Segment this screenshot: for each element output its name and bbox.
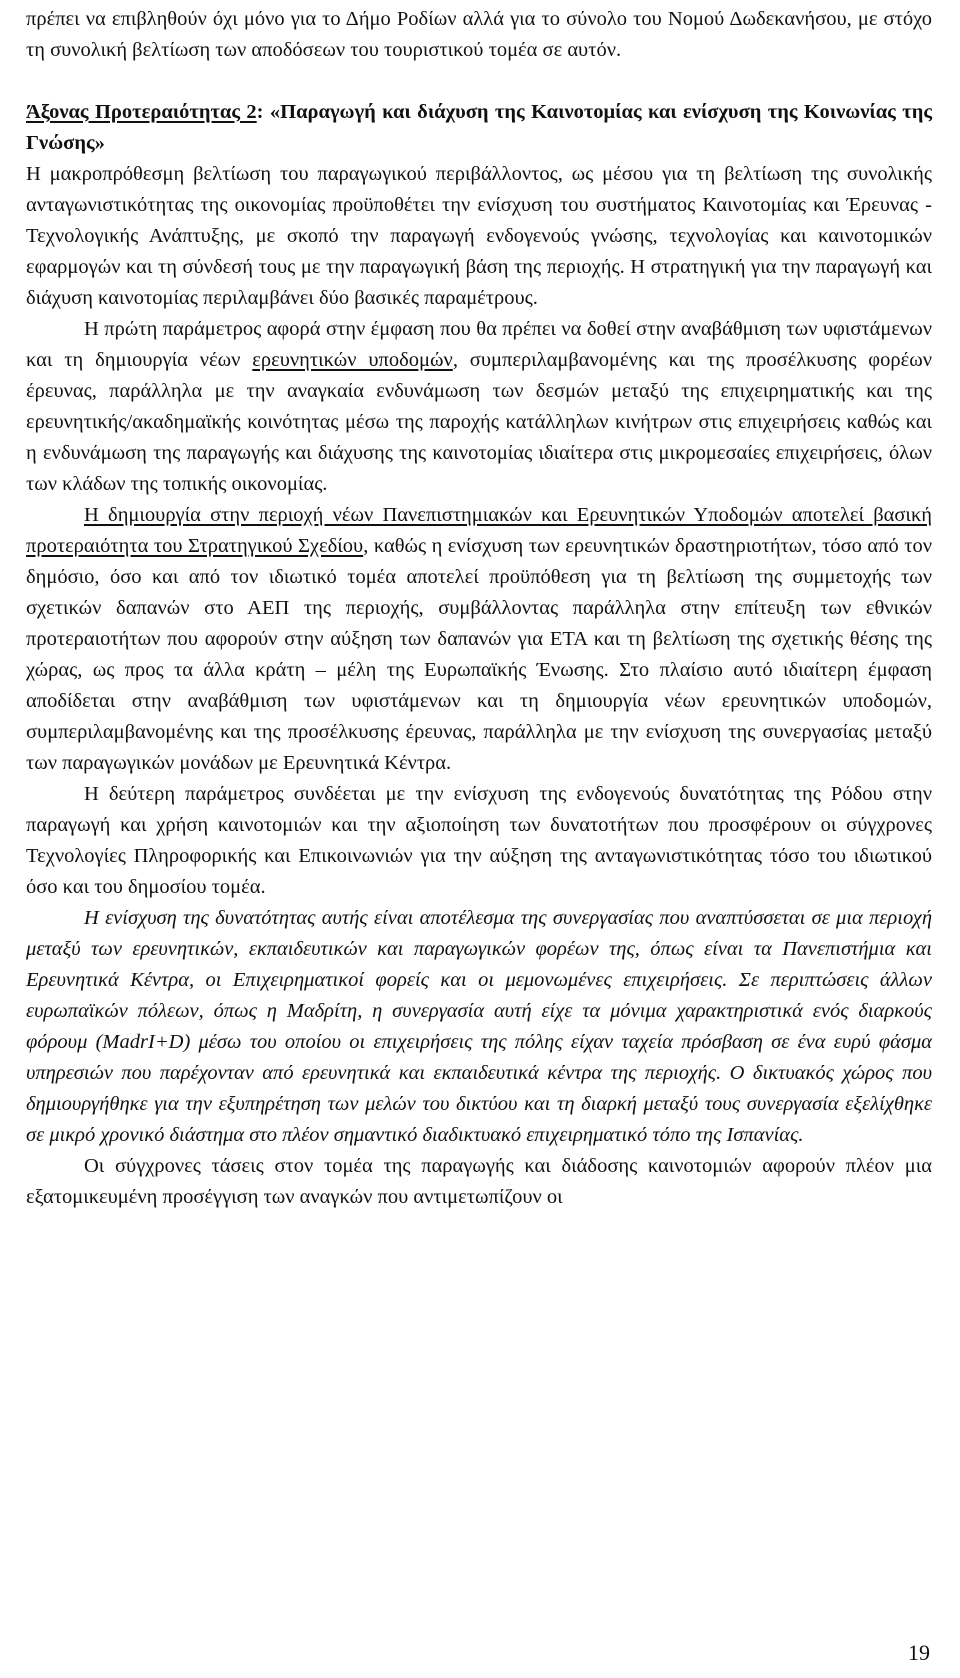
paragraph-2-text-before: Η πρώτη παράμετρος αφορά στην έμφαση που θα πρέπει να δοθεί στην αναβάθμιση των υφιστάμενων και τη δημιουργία νέων xyxy=(26,318,932,371)
paragraph-2-underlined: ερευνητικών υποδομών xyxy=(252,349,453,371)
paragraph-5: Η ενίσχυση της δυνατότητας αυτής είναι αποτέλεσμα της συνεργασίας που αναπτύσσεται σε μια περιοχή μεταξύ των ερευνητικών, εκπαιδευτικών και παραγωγικών φορέων της, όπως είναι τα Πανεπιστήμια και Ερευνητικά Κέντρα, οι Επιχειρηματικοί φορείς και οι μεμονωμένες επιχειρήσεις. Σε περιπτώσεις άλλων ευρωπαϊκών πόλεων, όπως η Μαδρίτη, η συνεργασία αυτή είχε τα μόνιμα χαρακτηριστικά ενός διαρκούς φόρουμ (MadrI+D) μέσω του οποίου οι επιχειρήσεις της πόλης είχαν ταχεία πρόσβαση σε ένα ευρύ φάσμα υπηρεσιών που παρέχονταν από ερευνητικά και εκπαιδευτικά κέντρα της περιοχής. Ο δικτυακός χώρος που δημιουργήθηκε για την εξυπηρέτηση των μελών του δικτύου και τη διαρκή μεταξύ τους συνεργασία εξελίχθηκε σε μικρό χρονικό διάστημα στο πλέον σημαντικό διαδικτυακό επιχειρηματικό τόπο της Ισπανίας. xyxy=(26,907,932,1146)
paragraph-3-underlined: Η δημιουργία στην περιοχή νέων Πανεπιστημιακών και Ερευνητικών Υποδομών αποτελεί βασική προτεραιότητα του Στρατηγικού Σχεδίου xyxy=(26,504,932,557)
paragraph-2-text-after: , συμπεριλαμβανομένης και της προσέλκυσης φορέων έρευνας, παράλληλα με την αναγκαία ενδυνάμωση των δεσμών μεταξύ της επιχειρηματικής και της ερευνητικής/ακαδημαϊκής κοινότητας μέσω της παροχής κατάλληλων κινήτρων στις επιχειρήσεις καθώς και η ενδυνάμωση της παραγωγής και διάχυσης της καινοτομίας ιδιαίτερα στις μικρομεσαίες επιχειρήσεις, όλων των κλάδων της τοπικής οικονομίας. xyxy=(26,349,932,495)
paragraph-2 xyxy=(26,314,932,500)
intro-paragraph: πρέπει να επιβληθούν όχι μόνο για το Δήμο Ροδίων αλλά για το σύνολο του Νομού Δωδεκανήσου, με στόχο τη συνολική βελτίωση των αποδόσεων του τουριστικού τομέα σε αυτόν. xyxy=(26,8,932,61)
heading-axis-title: : «Παραγωγή και διάχυση της Καινοτομίας και ενίσχυση της Κοινωνίας της Γνώσης» xyxy=(26,101,932,154)
paragraph-1: Η μακροπρόθεσμη βελτίωση του παραγωγικού περιβάλλοντος, ως μέσου για τη βελτίωση της συνολικής ανταγωνιστικότητας της οικονομίας προϋποθέτει την ενίσχυση του συστήματος Καινοτομίας και Έρευνας - Τεχνολογικής Ανάπτυξης, με σκοπό την παραγωγή ενδογενούς γνώσης, τεχνολογίας και καινοτομικών εφαρμογών και τη σύνδεσή τους με την παραγωγική βάση της περιοχής. Η στρατηγική για την παραγωγή και διάχυση καινοτομίας περιλαμβάνει δύο βασικές παραμέτρους. xyxy=(26,163,932,309)
page-number: 19 xyxy=(908,1640,930,1665)
paragraph-6: Οι σύγχρονες τάσεις στον τομέα της παραγωγής και διάδοσης καινοτομιών αφορούν πλέον μια εξατομικευμένη προσέγγιση των αναγκών που αντιμετωπίζουν οι xyxy=(26,1155,932,1208)
heading-axis-label: Άξονας Προτεραιότητας 2 xyxy=(26,101,257,123)
paragraph-3-text-after: , καθώς η ενίσχυση των ερευνητικών δραστηριοτήτων, τόσο από τον δημόσιο, όσο και από τον ιδιωτικό τομέα αποτελεί προϋπόθεση για τη βελτίωση της συμμετοχής των σχετικών δαπανών στο ΑΕΠ της περιοχής, συμβάλλοντας παράλληλα στην επίτευξη των εθνικών προτεραιοτήτων που αφορούν στην αύξηση των δαπανών για ΕΤΑ και τη βελτίωση της σχετικής θέσης της χώρας, ως προς τα άλλα κράτη – μέλη της Ευρωπαϊκής Ένωσης. Στο πλαίσιο αυτό ιδιαίτερη έμφαση αποδίδεται στην αναβάθμιση των υφιστάμενων και τη δημιουργία νέων ερευνητικών υποδομών, συμπεριλαμβανομένης και της προσέλκυσης έρευνας, παράλληλα με την ενίσχυση της συνεργασίας μεταξύ των παραγωγικών μονάδων με Ερευνητικά Κέντρα. xyxy=(26,535,932,774)
document-body xyxy=(26,4,932,1213)
section-heading xyxy=(26,97,932,159)
paragraph-4: Η δεύτερη παράμετρος συνδέεται με την ενίσχυση της ενδογενούς δυνατότητας της Ρόδου στην παραγωγή και χρήση καινοτομιών και την αξιοποίηση των δυνατοτήτων που προσφέρουν οι σύγχρονες Τεχνολογίες Πληροφορικής και Επικοινωνιών για την αύξηση της ανταγωνιστικότητας τόσο του ιδιωτικού όσο και του δημοσίου τομέα. xyxy=(26,783,932,898)
paragraph-3 xyxy=(26,500,932,779)
